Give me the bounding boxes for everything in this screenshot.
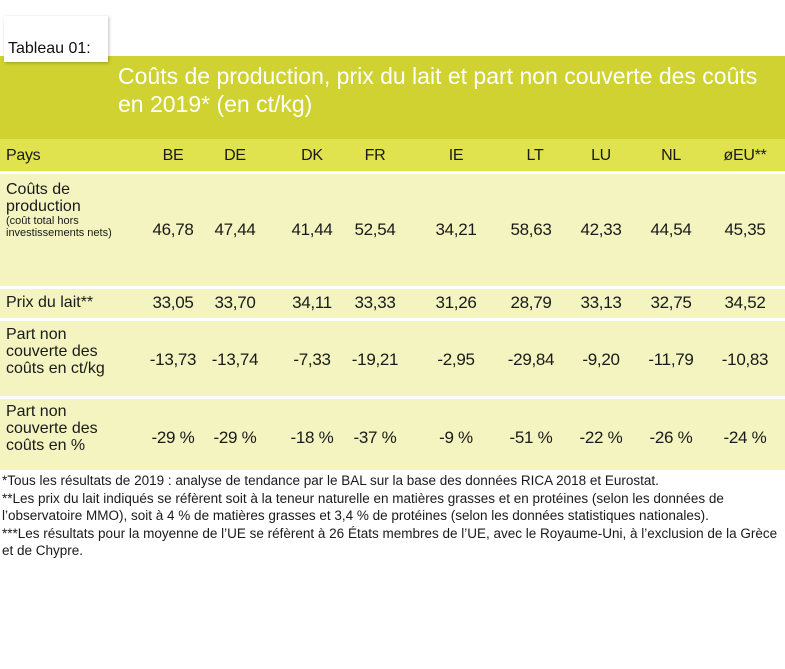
footnote: *Tous les résultats de 2019 : analyse de tendance par le BAL sur la base des données RICA 2018 et Eurostat. xyxy=(2,473,659,488)
column-header: FR xyxy=(364,147,386,164)
column-header-pays: Pays xyxy=(6,147,41,164)
table-cell: 46,78 xyxy=(152,220,194,239)
table-cell: 33,33 xyxy=(354,293,396,312)
row-label-part-ct: Part non couverte des coûts en ct/kg xyxy=(6,326,105,377)
column-header: øEU** xyxy=(723,147,767,164)
table-cell: 41,44 xyxy=(291,220,333,239)
column-header: LU xyxy=(591,147,611,164)
table-title: Coûts de production, prix du lait et part non couverte des coûts en 2019* (en ct/kg) xyxy=(118,63,758,117)
table-cell: -18 % xyxy=(290,428,334,447)
table-cell: 33,13 xyxy=(580,293,622,312)
footnote: ***Les résultats pour la moyenne de l’UE se réfèrent à 26 États membres de l’UE, avec le Royaume-Uni, à l’exclusion de la Grèce et de Chypre. xyxy=(2,525,778,558)
footnotes xyxy=(2,472,782,560)
row-divider xyxy=(0,396,785,399)
table-cell: 45,35 xyxy=(724,220,766,239)
column-header: DK xyxy=(301,147,323,164)
table-cell: -29,84 xyxy=(507,350,555,369)
table-cell: 28,79 xyxy=(510,293,552,312)
table-cell: 31,26 xyxy=(435,293,477,312)
table-cell: -22 % xyxy=(579,428,623,447)
table-cell: 58,63 xyxy=(510,220,552,239)
table-cell: -11,79 xyxy=(648,350,694,369)
table-cell: -37 % xyxy=(353,428,397,447)
table-cell: 34,11 xyxy=(292,293,332,312)
table-cell: -9 % xyxy=(439,428,473,447)
table-cell: -2,95 xyxy=(437,350,475,369)
table-cell: 47,44 xyxy=(214,220,256,239)
table-cell: -51 % xyxy=(509,428,553,447)
table-cell: 33,05 xyxy=(152,293,194,312)
column-header: LT xyxy=(526,147,544,164)
table-cell: -10,83 xyxy=(721,350,769,369)
table-cell: 42,33 xyxy=(580,220,622,239)
row-divider xyxy=(0,286,785,289)
table-tag: Tableau 01: xyxy=(8,40,91,57)
row-label-couts xyxy=(6,181,131,239)
table-cell: -13,73 xyxy=(149,350,197,369)
table-cell: 32,75 xyxy=(650,293,692,312)
table-cell: 34,21 xyxy=(435,220,477,239)
table-cell: 52,54 xyxy=(354,220,396,239)
row-label-prix: Prix du lait** xyxy=(6,294,94,311)
table-cell: -9,20 xyxy=(582,350,620,369)
table-cell: 33,70 xyxy=(214,293,256,312)
row-label-text: Coûts de production xyxy=(6,181,81,215)
table-cell: -29 % xyxy=(151,428,195,447)
row-divider xyxy=(0,171,785,174)
column-header: NL xyxy=(661,147,681,164)
table-cell: 44,54 xyxy=(650,220,692,239)
column-header: IE xyxy=(448,147,464,164)
column-header: BE xyxy=(162,147,184,164)
table-cell: -24 % xyxy=(723,428,767,447)
table-cell: -7,33 xyxy=(293,350,331,369)
table-cell: -29 % xyxy=(213,428,257,447)
table-cell: -19,21 xyxy=(351,350,399,369)
column-header: DE xyxy=(224,147,246,164)
table-cell: -26 % xyxy=(649,428,693,447)
table-cell: -13,74 xyxy=(211,350,259,369)
row-sublabel: (coût total hors investissements nets) xyxy=(6,215,112,239)
table-cell: 34,52 xyxy=(724,293,766,312)
row-label-part-pct: Part non couverte des coûts en % xyxy=(6,403,98,454)
row-divider xyxy=(0,318,785,321)
footnote: **Les prix du lait indiqués se réfèrent soit à la teneur naturelle en matières grasses et en protéines (selon les données de l’observatoire MMO), soit à 4 % de matières grasses et 3,4 % de protéines (selon les données statistiques nationales). xyxy=(2,490,724,523)
